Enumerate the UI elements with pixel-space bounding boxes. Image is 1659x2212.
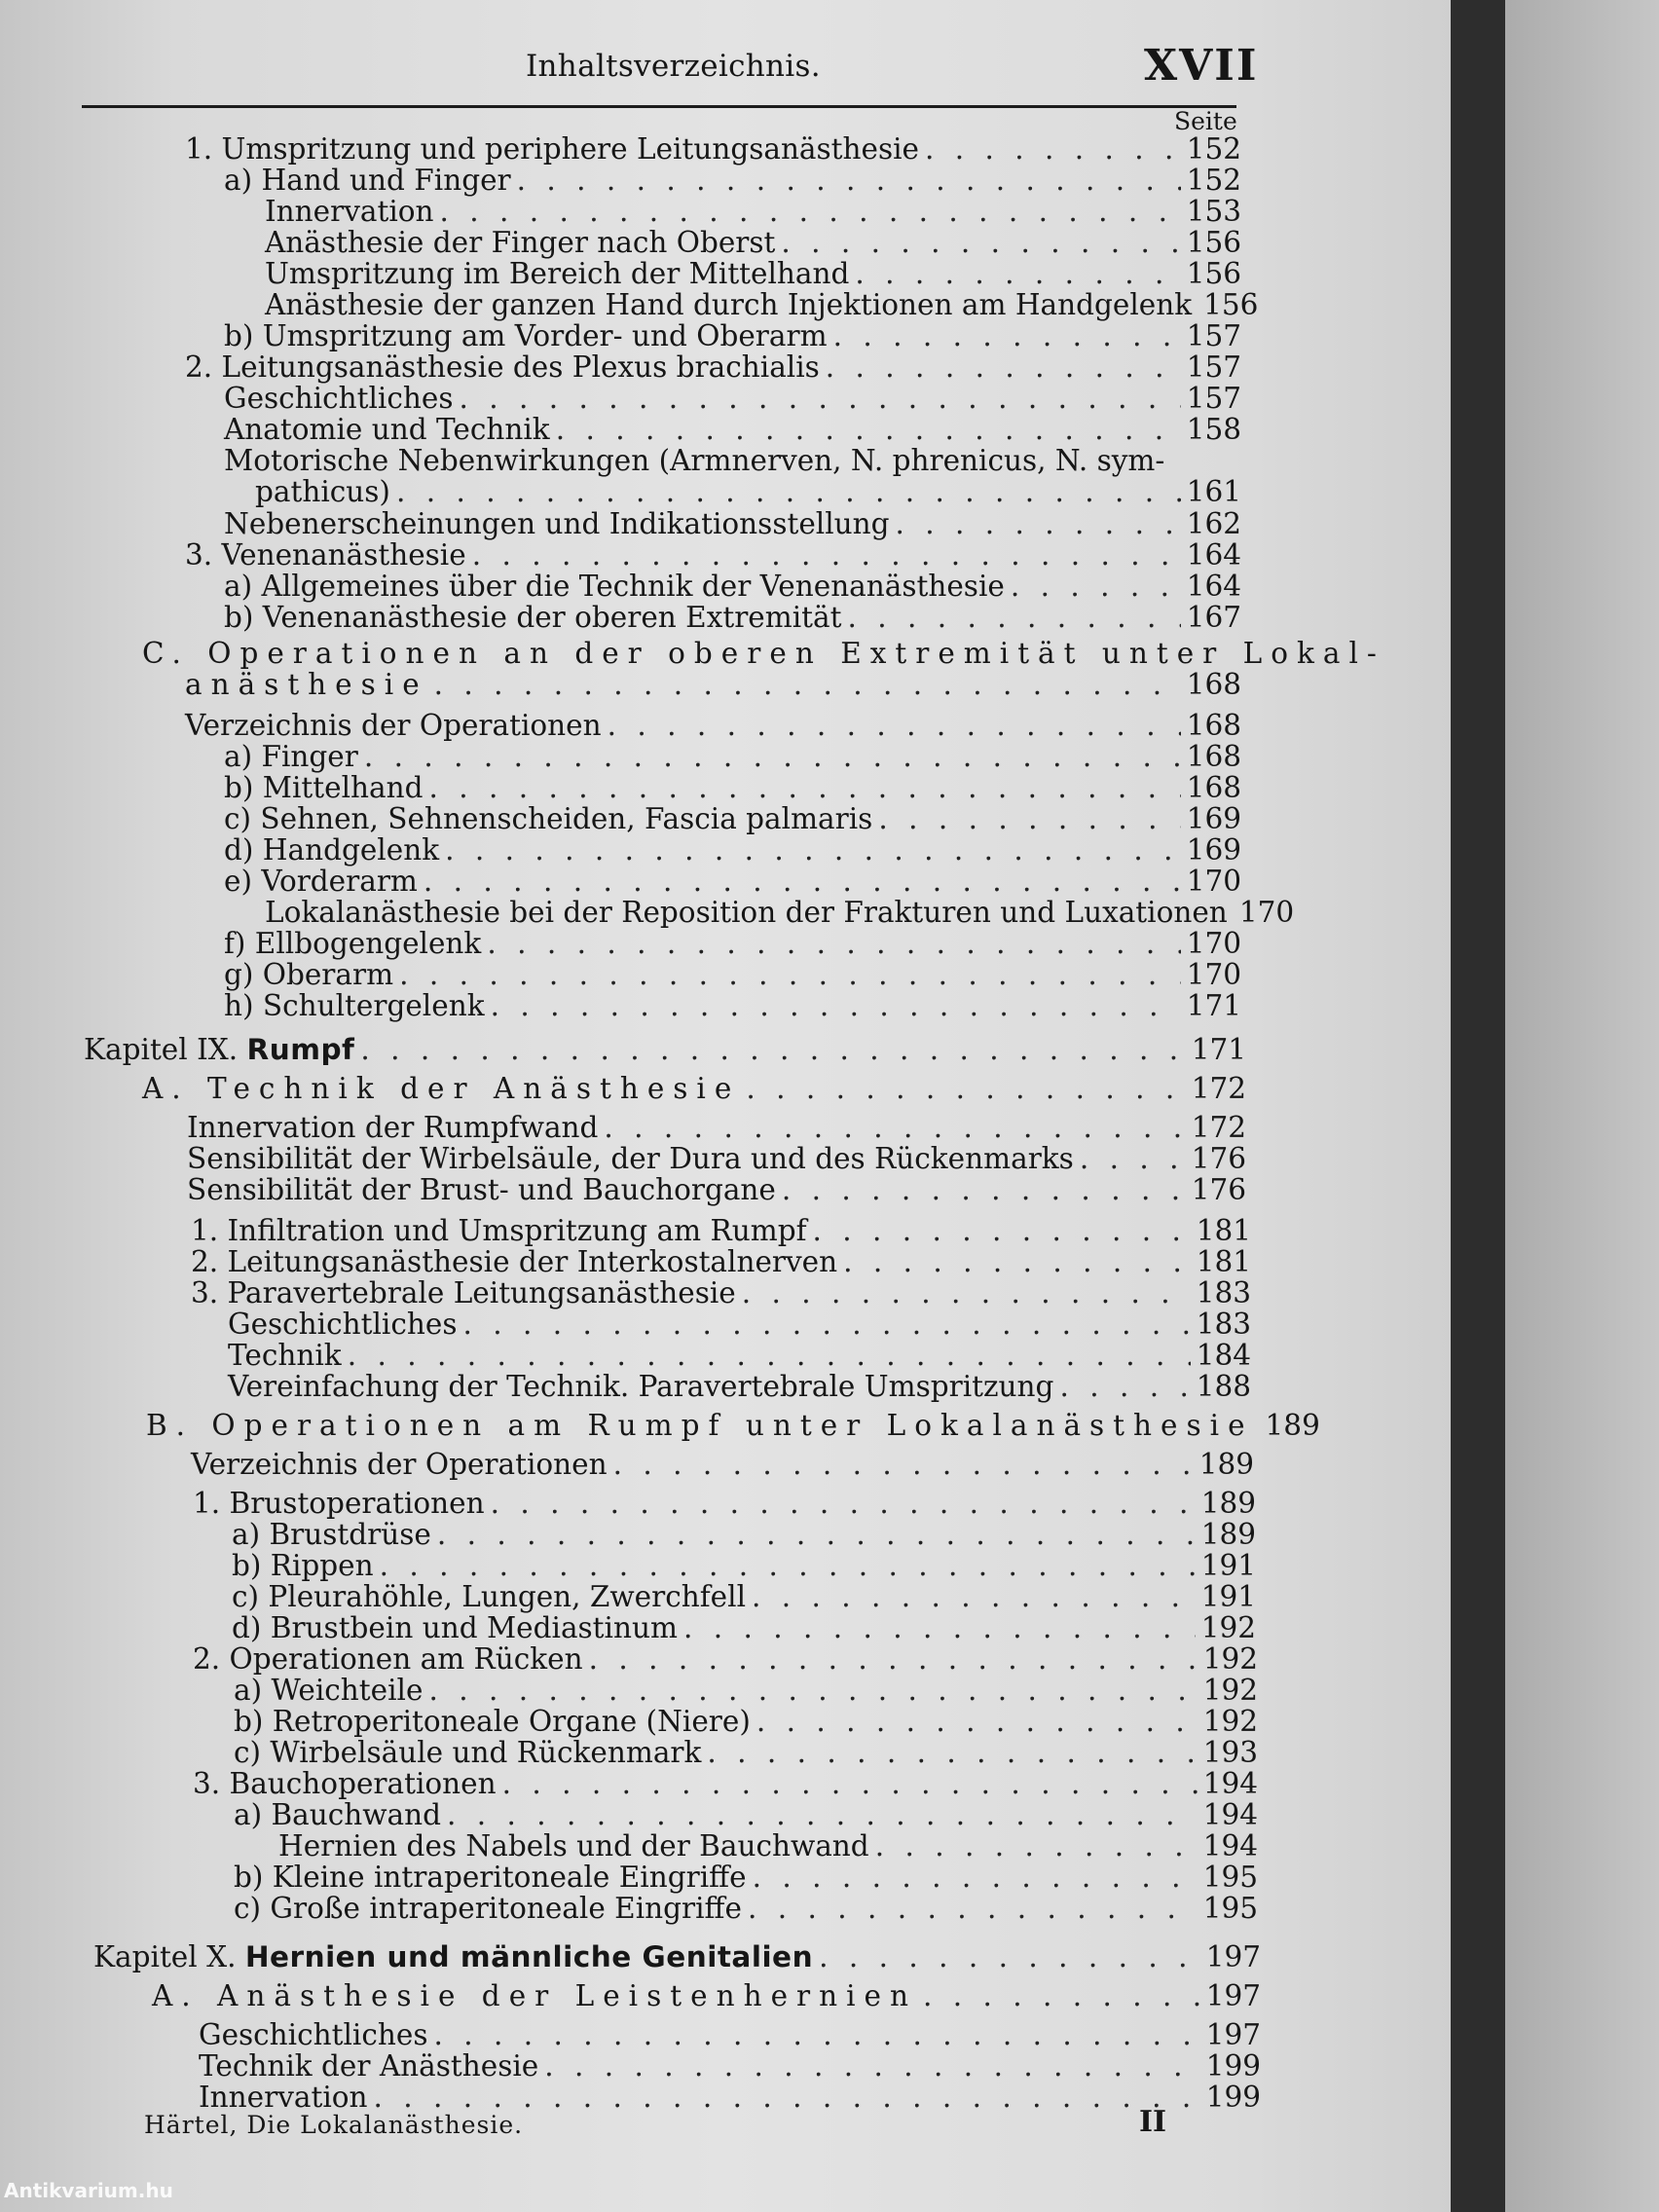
toc-entry (228, 1308, 1251, 1341)
toc-entry-label: Geschichtliches (224, 382, 454, 415)
toc-entry-label: c) Wirbelsäule und Rückenmark (234, 1736, 702, 1769)
dot-leader (683, 1611, 1196, 1644)
toc-entry-label: c) Große intraperitoneale Eingriffe (234, 1892, 742, 1925)
toc-page-number: 191 (1200, 1580, 1256, 1613)
dot-leader (847, 601, 1180, 634)
toc-entry-label: 1. Infiltration und Umspritzung am Rumpf (191, 1214, 807, 1247)
toc-entry-label: b) Umspritzung am Vorder- und Oberarm (224, 319, 828, 352)
dot-leader (437, 1518, 1196, 1551)
toc-entry-label: a) Finger (224, 740, 358, 773)
toc-entry (234, 1736, 1258, 1769)
toc-entry-label: a) Brustdrüse (232, 1518, 431, 1551)
toc-page-number: 176 (1191, 1173, 1246, 1206)
dot-leader (748, 1892, 1198, 1925)
toc-entry-label: Lokalanästhesie bei der Reposition der Frakturen und Luxationen (265, 896, 1228, 929)
footer-book-title: Härtel, Die Lokalanästhesie. (144, 2111, 524, 2139)
dot-leader (781, 226, 1180, 259)
dot-leader (487, 927, 1180, 960)
dot-leader (753, 1861, 1198, 1894)
toc-entry (278, 1829, 1258, 1862)
toc-page-number: 194 (1202, 1767, 1258, 1800)
toc-entry-label: Hernien des Nabels und der Bauchwand (278, 1829, 869, 1862)
toc-page-number: 172 (1191, 1111, 1246, 1144)
toc-page-number: 197 (1205, 2018, 1261, 2051)
dot-leader (756, 1705, 1198, 1738)
toc-entry (228, 1370, 1251, 1403)
dot-leader (925, 132, 1181, 166)
toc-entry-label: Umspritzung im Bereich der Mittelhand (265, 257, 850, 290)
toc-page-number: 157 (1186, 350, 1241, 384)
toc-entry-label: b) Retroperitoneale Organe (Niere) (234, 1705, 751, 1738)
toc-page-number: 188 (1196, 1370, 1251, 1403)
toc-page-number: 189 (1200, 1487, 1256, 1520)
dot-leader (399, 958, 1181, 991)
dot-leader (613, 1448, 1194, 1481)
toc-page-number: 156 (1186, 226, 1241, 259)
toc-entry-label: b) Kleine intraperitoneale Eingriffe (234, 1861, 747, 1894)
toc-entry (232, 1549, 1256, 1582)
toc-entry-label: 1. Umspritzung und periphere Leitungsanästhesie (185, 132, 920, 166)
toc-page-number: 168 (1186, 740, 1241, 773)
toc-entry (185, 132, 1241, 166)
toc-page-number: 167 (1186, 601, 1241, 634)
toc-page-number: 156 (1186, 257, 1241, 290)
toc-entry-label: f) Ellbogengelenk (224, 927, 482, 960)
dot-leader (923, 1979, 1200, 2012)
toc-page-number: 168 (1186, 668, 1241, 701)
dot-leader (380, 1549, 1196, 1582)
toc-entry (199, 2049, 1261, 2083)
dot-leader (556, 413, 1181, 446)
dot-leader (396, 475, 1181, 508)
toc-entry (234, 1861, 1258, 1894)
toc-page-number: 169 (1186, 802, 1241, 835)
toc-page-number: 195 (1202, 1861, 1258, 1894)
toc-entry-label: g) Oberarm (224, 958, 394, 991)
column-label-seite: Seite (1174, 107, 1237, 135)
toc-entry (224, 507, 1241, 540)
toc-page-number: 199 (1205, 2049, 1261, 2083)
dot-leader (428, 771, 1180, 804)
toc-entry (199, 2018, 1261, 2051)
dot-leader (434, 668, 1181, 701)
toc-entry-label: Innervation der Rumpfwand (187, 1111, 599, 1144)
toc-page-number: 152 (1186, 164, 1241, 197)
toc-entry-label: 3. Paravertebrale Leitungsanästhesie (191, 1276, 736, 1309)
toc-entry-label: d) Handgelenk (224, 833, 440, 866)
toc-page-number: 183 (1196, 1276, 1251, 1309)
toc-page-number: 161 (1186, 475, 1241, 508)
dot-leader (424, 865, 1181, 898)
toc-page-number: 184 (1196, 1339, 1251, 1372)
toc-entry-continuation (255, 475, 1241, 508)
toc-page-number: 170 (1186, 865, 1241, 898)
toc-page-number: 189 (1265, 1409, 1320, 1442)
toc-entry (224, 865, 1241, 898)
toc-entry-label: Verzeichnis der Operationen (191, 1448, 608, 1481)
toc-entry-label: Vereinfachung der Technik. Paravertebrale Umspritzung (228, 1370, 1054, 1403)
toc-page-number: 197 (1205, 1940, 1261, 1973)
toc-page-number: 195 (1202, 1892, 1258, 1925)
toc-entry-label: a) Hand und Finger (224, 164, 511, 197)
dot-leader (782, 1173, 1186, 1206)
watermark-text: Antikvarium.hu (4, 2179, 173, 2202)
toc-entry (187, 1142, 1246, 1175)
dot-leader (589, 1642, 1198, 1676)
toc-entry-label: c) Sehnen, Sehnenscheiden, Fascia palmaris (224, 802, 873, 835)
toc-page-number: 170 (1238, 896, 1295, 929)
toc-page-number: 172 (1191, 1072, 1246, 1105)
toc-page-number: 164 (1186, 570, 1241, 603)
toc-entry (224, 833, 1241, 866)
chapter-number: Kapitel IX. (84, 1033, 247, 1066)
toc-entry (199, 2081, 1261, 2114)
dot-leader (433, 2018, 1199, 2051)
toc-page-number: 194 (1202, 1798, 1258, 1831)
toc-entry-label: Anästhesie der Finger nach Oberst (265, 226, 776, 259)
toc-entry (224, 989, 1241, 1022)
dot-leader (742, 1276, 1191, 1309)
dot-leader (440, 195, 1181, 228)
toc-entry (234, 1798, 1258, 1831)
toc-entry (193, 1642, 1258, 1676)
toc-entry-label: Technik der Anästhesie (199, 2049, 539, 2083)
toc-entry-label: B. Operationen am Rumpf unter Lokalanästhesie (146, 1409, 1254, 1442)
dot-leader (1080, 1142, 1186, 1175)
toc-entry (224, 319, 1241, 352)
toc-entry-label: a) Allgemeines über die Technik der Venenanästhesie (224, 570, 1005, 603)
toc-entry-label: A. Technik der Anästhesie (142, 1072, 741, 1105)
toc-entry (234, 1892, 1258, 1925)
toc-page-number: 162 (1186, 507, 1241, 540)
toc-page-number: 152 (1186, 132, 1241, 166)
toc-entry-label: Geschichtliches (199, 2018, 428, 2051)
toc-entry (224, 771, 1241, 804)
toc-entry (232, 1518, 1256, 1551)
toc-entry (224, 382, 1241, 415)
toc-entry (185, 538, 1241, 571)
toc-entry-label: a) Weichteile (234, 1674, 424, 1707)
toc-entry-label: h) Schultergelenk (224, 989, 485, 1022)
toc-entry-label: 2. Operationen am Rücken (193, 1642, 583, 1676)
toc-entry (191, 1448, 1254, 1481)
toc-entry (224, 927, 1241, 960)
toc-entry-label: c) Pleurahöhle, Lungen, Zwerchfell (232, 1580, 747, 1613)
toc-entry-continuation (185, 668, 1241, 701)
toc-entry (232, 1580, 1256, 1613)
toc-entry-label: C. Operationen an der oberen Extremität unter Lokal- (142, 637, 1385, 670)
dot-leader (462, 1308, 1190, 1341)
toc-entry (224, 413, 1241, 446)
toc-page-number: 168 (1186, 771, 1241, 804)
toc-page-number: 170 (1186, 958, 1241, 991)
toc-entry-label: a) Bauchwand (234, 1798, 441, 1831)
toc-entry (193, 1767, 1258, 1800)
toc-entry (234, 1674, 1258, 1707)
toc-page-number: 189 (1200, 1518, 1256, 1551)
dot-leader (544, 2049, 1199, 2083)
toc-entry (224, 570, 1241, 603)
toc-entry (224, 802, 1241, 835)
dot-leader (813, 1214, 1191, 1247)
toc-chapter-entry (84, 1033, 1246, 1066)
toc-entry (185, 350, 1241, 384)
dot-leader (855, 257, 1180, 290)
toc-entry-label: Technik (228, 1339, 342, 1372)
dot-leader (502, 1767, 1198, 1800)
toc-entry-label: 3. Venenanästhesie (185, 538, 466, 571)
toc-page-number: 181 (1196, 1214, 1251, 1247)
footer-signature: II (1139, 2105, 1167, 2139)
dot-leader (1059, 1370, 1190, 1403)
toc-section-entry (146, 1409, 1320, 1442)
dot-leader (707, 1736, 1197, 1769)
toc-entry (265, 257, 1241, 290)
toc-entry (193, 1487, 1256, 1520)
toc-entry-label: b) Mittelhand (224, 771, 424, 804)
toc-entry (265, 288, 1259, 321)
toc-entry-label: 1. Brustoperationen (193, 1487, 485, 1520)
toc-entry-label: Sensibilität der Wirbelsäule, der Dura und des Rückenmarks (187, 1142, 1074, 1175)
dot-leader (843, 1245, 1191, 1278)
toc-page-number: 153 (1186, 195, 1241, 228)
dot-leader (746, 1072, 1185, 1105)
toc-entry (191, 1214, 1251, 1247)
toc-page-number: 194 (1202, 1829, 1258, 1862)
toc-page-number: 171 (1186, 989, 1241, 1022)
toc-entry-label: Verzeichnis der Operationen (185, 709, 602, 742)
toc-entry (234, 1705, 1258, 1738)
dot-leader (826, 350, 1181, 384)
chapter-number: Kapitel X. (93, 1940, 245, 1973)
toc-page-number: 156 (1203, 288, 1259, 321)
toc-entry (228, 1339, 1251, 1372)
toc-entry-label: 2. Leitungsanästhesie des Plexus brachialis (185, 350, 820, 384)
toc-section-entry (142, 637, 1385, 670)
dot-leader (752, 1580, 1196, 1613)
toc-section-entry (152, 1979, 1261, 2012)
toc-entry (265, 896, 1295, 929)
dot-leader (364, 740, 1181, 773)
toc-page-number: 191 (1200, 1549, 1256, 1582)
toc-entry-label: Nebenerscheinungen und Indikationsstellung (224, 507, 890, 540)
dot-leader (608, 709, 1181, 742)
dot-leader (447, 1798, 1198, 1831)
dot-leader (459, 382, 1180, 415)
dot-leader (878, 802, 1180, 835)
toc-section-entry (142, 1072, 1246, 1105)
toc-entry (191, 1245, 1251, 1278)
toc-page-number: 171 (1191, 1033, 1246, 1066)
page-number-roman: XVII (1144, 41, 1259, 91)
toc-entry (265, 226, 1241, 259)
toc-page-number: 192 (1202, 1642, 1258, 1676)
toc-page-number: 158 (1186, 413, 1241, 446)
dot-leader (472, 538, 1181, 571)
dot-leader (491, 1487, 1196, 1520)
toc-entry (224, 164, 1241, 197)
toc-chapter-entry (93, 1940, 1261, 1973)
dot-leader (374, 2081, 1200, 2114)
toc-entry (232, 1611, 1256, 1644)
toc-page-number: 183 (1196, 1308, 1251, 1341)
toc-entry-label (93, 1940, 813, 1973)
toc-page-number: 164 (1186, 538, 1241, 571)
dot-leader (1011, 570, 1181, 603)
dot-leader (517, 164, 1181, 197)
toc-entry-label: Anästhesie der ganzen Hand durch Injektionen am Handgelenk (265, 288, 1193, 321)
dot-leader (360, 1033, 1185, 1066)
toc-entry (187, 1173, 1246, 1206)
toc-entry-label: e) Vorderarm (224, 865, 418, 898)
toc-entry-label: A. Anästhesie der Leistenhernien (152, 1979, 918, 2012)
dot-leader (896, 507, 1181, 540)
page-header-title: Inhaltsverzeichnis. (526, 49, 821, 84)
toc-entry-label: 3. Bauchoperationen (193, 1767, 497, 1800)
toc-entry-label: Innervation (199, 2081, 368, 2114)
toc-page-number: 197 (1205, 1979, 1261, 2012)
toc-page-number: 176 (1191, 1142, 1246, 1175)
toc-page-number: 181 (1196, 1245, 1251, 1278)
toc-entry (265, 195, 1241, 228)
toc-page-number: 157 (1186, 319, 1241, 352)
toc-page-number: 193 (1202, 1736, 1258, 1769)
toc-entry (224, 601, 1241, 634)
dot-leader (428, 1674, 1197, 1707)
dot-leader (819, 1940, 1200, 1973)
toc-entry (224, 740, 1241, 773)
toc-entry-label: 2. Leitungsanästhesie der Interkostalnerven (191, 1245, 838, 1278)
page-edge-shadow (1451, 0, 1505, 2212)
toc-entry-label: Anatomie und Technik (224, 413, 550, 446)
dot-leader (875, 1829, 1198, 1862)
toc-page-number: 169 (1186, 833, 1241, 866)
toc-page-number: 170 (1186, 927, 1241, 960)
toc-entry (191, 1276, 1251, 1309)
toc-page-number: 192 (1202, 1705, 1258, 1738)
toc-entry-label: b) Venenanästhesie der oberen Extremität (224, 601, 842, 634)
dot-leader (604, 1111, 1185, 1144)
toc-entry (224, 444, 1241, 477)
toc-page-number: 192 (1202, 1674, 1258, 1707)
dot-leader (833, 319, 1181, 352)
toc-entry-label: Motorische Nebenwirkungen (Armnerven, N. phrenicus, N. sym- (224, 444, 1165, 477)
toc-page-number: 157 (1186, 382, 1241, 415)
toc-entry (187, 1111, 1246, 1144)
toc-entry-label-continued: anästhesie (185, 668, 428, 701)
toc-entry-label: d) Brustbein und Mediastinum (232, 1611, 678, 1644)
toc-entry (224, 958, 1241, 991)
chapter-title: Hernien und männliche Genitalien (244, 1940, 814, 1973)
toc-page-number: 189 (1198, 1448, 1254, 1481)
toc-entry-label-continued: pathicus) (255, 475, 390, 508)
chapter-title: Rumpf (246, 1033, 355, 1066)
toc-entry-label (84, 1033, 354, 1066)
toc-page-number: 199 (1205, 2081, 1261, 2114)
dot-leader (445, 833, 1181, 866)
toc-page-number: 192 (1200, 1611, 1256, 1644)
dot-leader (348, 1339, 1191, 1372)
toc-entry-label: Innervation (265, 195, 434, 228)
dot-leader (491, 989, 1181, 1022)
toc-page-number: 168 (1186, 709, 1241, 742)
toc-entry (185, 709, 1241, 742)
toc-entry-label: b) Rippen (232, 1549, 374, 1582)
toc-entry-label: Geschichtliches (228, 1308, 458, 1341)
toc-entry-label: Sensibilität der Brust- und Bauchorgane (187, 1173, 776, 1206)
